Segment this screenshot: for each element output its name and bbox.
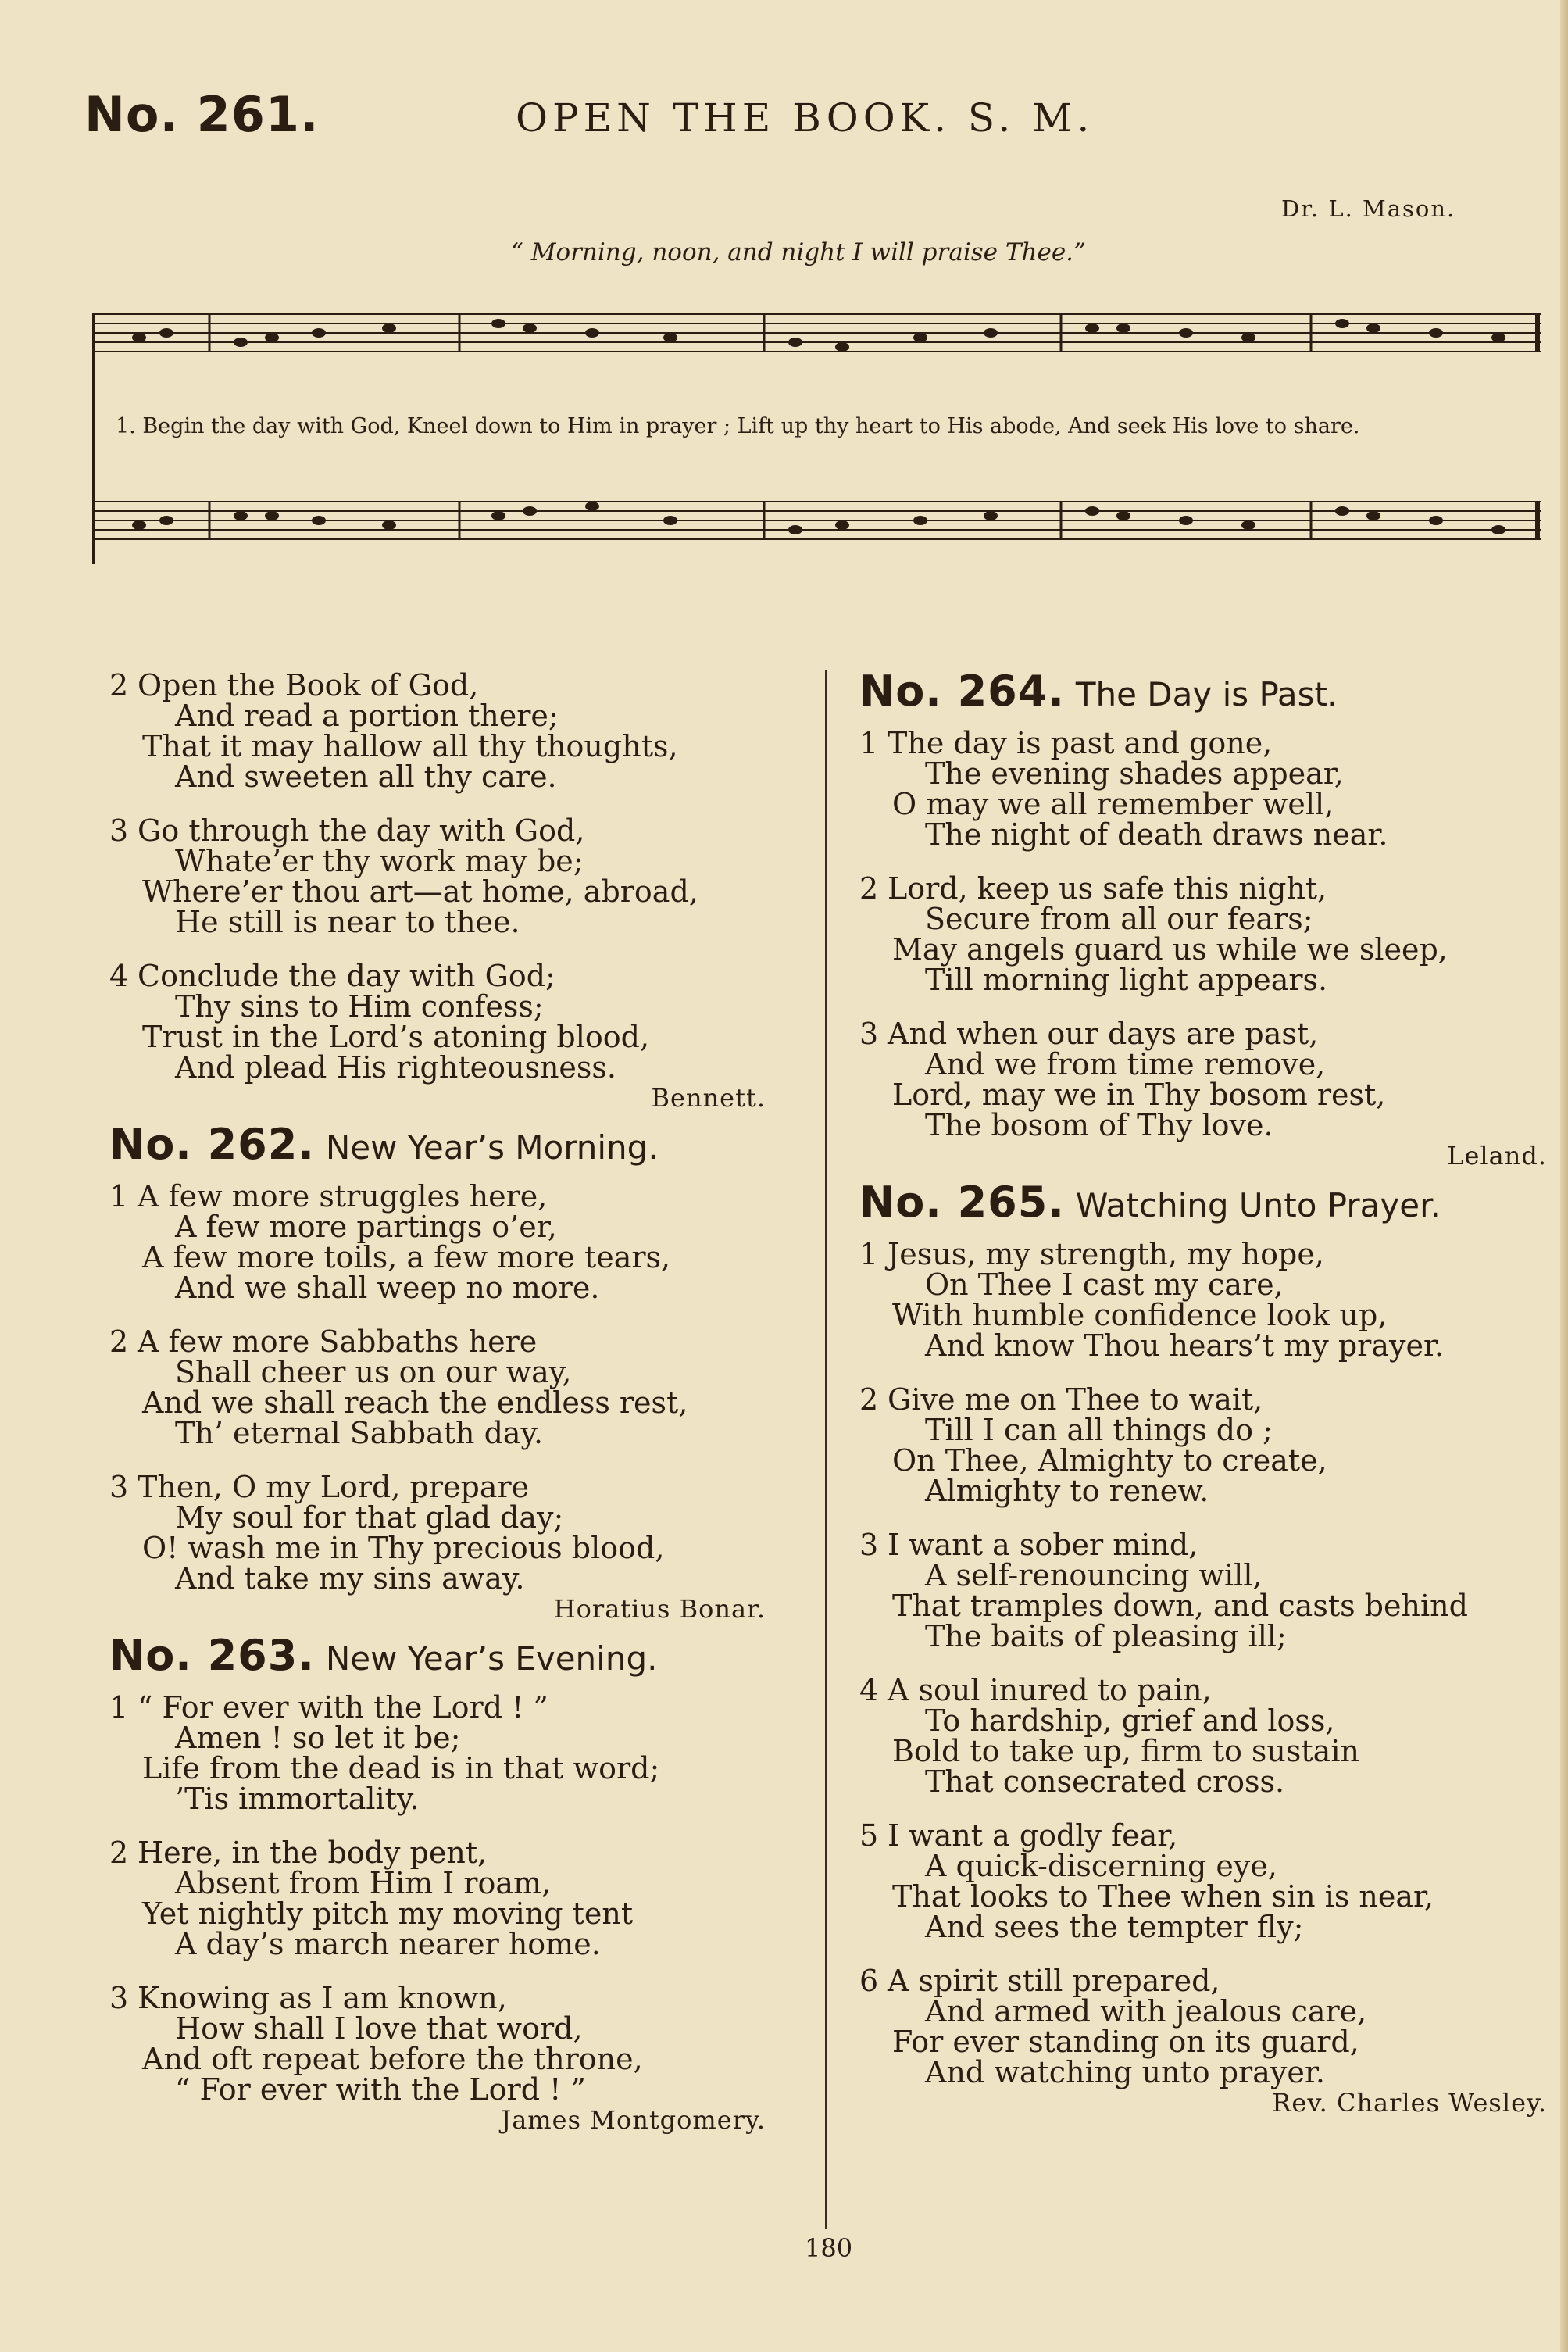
- page-title: OPEN THE BOOK. S. M.: [516, 95, 1095, 141]
- stanza-line: O! wash me in Thy precious blood,: [142, 1531, 665, 1565]
- stanza: [859, 1019, 1547, 1141]
- stanza-line: With humble confidence look up,: [892, 1298, 1388, 1332]
- hymn-author: Horatius Bonar.: [553, 1594, 766, 1624]
- stanza-line: Then, O my Lord, prepare: [138, 1470, 530, 1504]
- stanza-number: 4: [859, 1673, 879, 1707]
- stanza-line: Lord, keep us safe this night,: [888, 871, 1327, 906]
- stanza: [109, 813, 766, 939]
- stanza-line: Lord, may we in Thy bosom rest,: [892, 1078, 1386, 1112]
- stanza-number: 1: [109, 1690, 129, 1725]
- stanza-line: On Thee, Almighty to create,: [892, 1443, 1327, 1478]
- stanza-number: 4: [109, 959, 129, 993]
- stanza-line: A spirit still prepared,: [888, 1964, 1220, 1998]
- stanza-line: I want a godly fear,: [888, 1818, 1178, 1853]
- stanza-line: A self-renouncing will,: [925, 1558, 1263, 1592]
- stanza-line: Amen ! so let it be;: [175, 1721, 461, 1755]
- stanza-line: That it may hallow all thy thoughts,: [142, 729, 678, 763]
- hymn-number: No. 262.: [109, 1120, 315, 1169]
- stanza-number: 1: [859, 1237, 879, 1271]
- right-column: [859, 668, 1547, 2134]
- stanza: [859, 1530, 1547, 1652]
- treble-staff: [92, 314, 1541, 352]
- stanza-line: Give me on Thee to wait,: [888, 1382, 1263, 1417]
- stanza-number: 5: [859, 1818, 879, 1853]
- stanza-line: Thy sins to Him confess;: [175, 989, 544, 1024]
- stanza: [859, 1382, 1547, 1508]
- hymn-heading: [859, 667, 1547, 716]
- stanza-line: That tramples down, and casts behind: [892, 1589, 1468, 1623]
- stanza: [859, 1818, 1547, 1944]
- hymn-heading: [109, 1631, 766, 1680]
- stanza-line: “ For ever with the Lord ! ”: [175, 2072, 586, 2107]
- stanza-line: Jesus, my strength, my hope,: [888, 1237, 1324, 1271]
- stanza-line: ’Tis immortality.: [175, 1782, 420, 1816]
- stanza: [109, 961, 766, 1083]
- stanza-line: Whate’er thy work may be;: [175, 844, 584, 878]
- stanza-line: Open the Book of God,: [138, 668, 479, 702]
- stanza-line: Go through the day with God,: [138, 813, 585, 848]
- stanza-line: A quick-discerning eye,: [925, 1849, 1277, 1883]
- composer: Dr. L. Mason.: [1281, 195, 1456, 222]
- column-divider: [825, 670, 827, 2229]
- stanza-line: Life from the dead is in that word;: [142, 1751, 660, 1785]
- stanza-line: And we shall weep no more.: [175, 1271, 600, 1305]
- stanza-number: 2: [109, 1835, 129, 1870]
- stanza-line: Trust in the Lord’s atoning blood,: [142, 1020, 650, 1054]
- epigraph: “ Morning, noon, and night I will praise Thee.”: [511, 238, 1086, 266]
- stanza-line: The baits of pleasing ill;: [925, 1619, 1287, 1653]
- stanza-number: 3: [109, 813, 129, 848]
- stanza-line: Yet nightly pitch my moving tent: [142, 1896, 634, 1931]
- hymn-author: Rev. Charles Wesley.: [1272, 2088, 1547, 2118]
- stanza-line: Here, in the body pent,: [138, 1835, 488, 1870]
- stanza-number: 2: [109, 1324, 129, 1359]
- stanza: [109, 1324, 766, 1450]
- stanza: [109, 1983, 766, 2105]
- stanza-line: And plead His righteousness.: [175, 1050, 616, 1085]
- stanza-line: That consecrated cross.: [925, 1764, 1285, 1799]
- hymn-261-verse-1: 1. Begin the day with God, Kneel down to Him in prayer ; Lift up thy heart to His abode, And seek His love to share.: [116, 414, 1360, 438]
- stanza: [109, 1472, 766, 1594]
- stanza-line: The night of death draws near.: [925, 817, 1388, 852]
- stanza-line: I want a sober mind,: [888, 1528, 1198, 1562]
- stanza: [859, 728, 1547, 850]
- stanza-line: And sees the tempter fly;: [925, 1910, 1304, 1944]
- stanza-line: “ For ever with the Lord ! ”: [138, 1690, 548, 1725]
- stanza: [859, 1966, 1547, 2088]
- stanza: [109, 1690, 766, 1816]
- hymn-261-stanzas: [109, 670, 766, 1113]
- stanza-line: How shall I love that word,: [175, 2011, 583, 2046]
- stanza: [859, 1239, 1547, 1361]
- stanza-line: The evening shades appear,: [925, 756, 1344, 791]
- stanza-line: A few more partings o’er,: [175, 1210, 557, 1244]
- stanza-line: And we shall reach the endless rest,: [142, 1385, 688, 1420]
- stanza: [109, 1181, 766, 1303]
- hymn-title: New Year’s Evening.: [325, 1639, 658, 1678]
- stanza-line: The bosom of Thy love.: [925, 1108, 1273, 1142]
- stanza-line: Almighty to renew.: [925, 1474, 1209, 1508]
- stanza-line: And take my sins away.: [175, 1561, 525, 1596]
- stanza-line: And sweeten all thy care.: [175, 760, 557, 794]
- stanza-line: Absent from Him I roam,: [175, 1866, 552, 1900]
- hymn-author: Bennett.: [651, 1083, 766, 1113]
- stanza-number: 2: [859, 1382, 879, 1417]
- stanza-line: On Thee I cast my care,: [925, 1267, 1284, 1302]
- stanza-number: 3: [859, 1528, 879, 1562]
- stanza: [109, 1835, 766, 1961]
- hymn-number: No. 263.: [109, 1631, 315, 1680]
- stanza-line: A day’s march nearer home.: [175, 1927, 601, 1961]
- hymn-title: New Year’s Morning.: [325, 1128, 659, 1167]
- page-number: 180: [805, 2233, 853, 2263]
- left-column: [109, 670, 766, 2151]
- hymn-number-261: No. 261.: [84, 86, 320, 143]
- stanza-line: Till I can all things do ;: [925, 1413, 1273, 1447]
- stanza-line: And armed with jealous care,: [925, 1994, 1367, 2029]
- stanza-line: Th’ eternal Sabbath day.: [175, 1416, 544, 1450]
- stanza-number: 2: [109, 668, 129, 702]
- stanza-number: 3: [109, 1470, 129, 1504]
- stanza: [859, 871, 1547, 997]
- stanza-line: May angels guard us while we sleep,: [892, 932, 1448, 967]
- stanza-line: A soul inured to pain,: [888, 1673, 1212, 1707]
- stanza-line: And when our days are past,: [888, 1017, 1319, 1051]
- page-edge: [1560, 0, 1568, 2352]
- stanza-line: For ever standing on its guard,: [892, 2025, 1359, 2059]
- hymn-title: Watching Unto Prayer.: [1075, 1186, 1441, 1224]
- stanza-number: 1: [859, 726, 879, 760]
- hymn-number: No. 265.: [859, 1178, 1065, 1227]
- stanza-line: And watching unto prayer.: [925, 2055, 1325, 2089]
- stanza-line: A few more toils, a few more tears,: [142, 1240, 671, 1274]
- stanza-line: Shall cheer us on our way,: [175, 1355, 572, 1389]
- stanza-number: 3: [109, 1981, 129, 2015]
- hymn-number: No. 264.: [859, 667, 1065, 716]
- hymn-author: James Montgomery.: [501, 2105, 766, 2135]
- stanza: [109, 670, 766, 792]
- stanza-line: He still is near to thee.: [175, 905, 520, 939]
- hymn-title: The Day is Past.: [1075, 675, 1338, 713]
- bass-staff: [92, 502, 1541, 539]
- stanza-line: Till morning light appears.: [925, 963, 1328, 997]
- stanza-line: O may we all remember well,: [892, 787, 1334, 821]
- stanza-line: Bold to take up, firm to sustain: [892, 1734, 1359, 1768]
- stanza-number: 2: [859, 871, 879, 906]
- stanza-line: Secure from all our fears;: [925, 902, 1313, 936]
- stanza-line: To hardship, grief and loss,: [925, 1703, 1335, 1738]
- stanza-line: And know Thou hears’t my prayer.: [925, 1328, 1445, 1363]
- stanza-line: That looks to Thee when sin is near,: [892, 1879, 1434, 1914]
- stanza-number: 1: [109, 1179, 129, 1214]
- stanza-line: My soul for that glad day;: [175, 1500, 564, 1535]
- stanza-number: 6: [859, 1964, 879, 1998]
- stanza: [859, 1675, 1547, 1797]
- stanza-line: A few more Sabbaths here: [138, 1324, 538, 1359]
- hymn-author: Leland.: [1447, 1141, 1547, 1171]
- hymn-heading: [109, 1120, 766, 1169]
- stanza-line: And oft repeat before the throne,: [142, 2042, 643, 2076]
- stanza-line: And we from time remove,: [925, 1047, 1326, 1081]
- stanza-line: Where’er thou art—at home, abroad,: [142, 874, 698, 909]
- stanza-line: The day is past and gone,: [888, 726, 1273, 760]
- stanza-line: Conclude the day with God;: [138, 959, 555, 993]
- stanza-line: Knowing as I am known,: [138, 1981, 507, 2015]
- stanza-line: And read a portion there;: [175, 699, 559, 733]
- stanza-number: 3: [859, 1017, 879, 1051]
- hymn-heading: [859, 1178, 1547, 1227]
- stanza-line: A few more struggles here,: [138, 1179, 548, 1214]
